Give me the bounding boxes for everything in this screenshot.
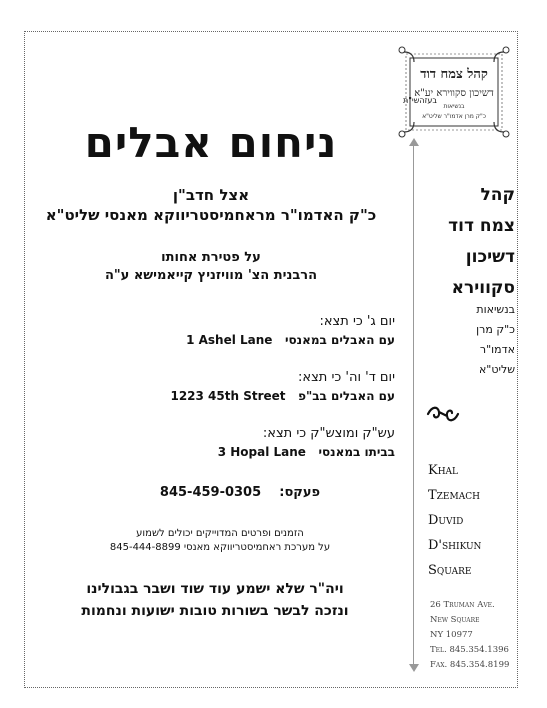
note-line-1: הזמנים ופרטים המדוייקים יכולים לשמוע [136,528,304,539]
fax-label: פעקס: [279,485,321,500]
presidency-line: שליט"א [478,363,515,376]
closing-line-2: ונזכה לבשר בשורות טובות ישועות ונחמות [81,603,349,619]
schedule-place [160,389,395,403]
seal-small-1: בנשיאות [443,103,465,110]
host-line-1: אצל חדב"ן [172,186,250,204]
seal-top-text: קהל צמח דוד [420,67,488,82]
presidency-block [425,300,515,380]
schedule-day: יום ד' וה' כי תצא: [298,370,395,385]
kahal-line: צמח דוד [448,216,515,236]
presidency-line: אדמו"ר [479,343,515,356]
fax-number: 845-459-0305 [159,485,262,500]
occasion-line-1: על פטירת אחותו [161,250,261,265]
divider-arrow-up-icon [409,138,419,146]
schedule-day: יום ג' כי תצא: [319,314,395,329]
schedule-item [160,370,395,403]
closing-blessing [30,578,400,622]
kahal-line: סקווירא [451,278,515,298]
ornament-swirl-icon [426,404,460,424]
english-line: D'shikun [428,538,482,553]
contact-address-2: New Square [430,615,480,625]
note-line-2: על מערכת ראחמיסטריווקא מאנסי 845-444-8899 [109,542,331,553]
occasion-line-2: הרבנית הצ' מוויזניץ קייאמישא ע"ה [104,268,318,283]
schedule-place-en: 1223 45th Street [170,389,286,403]
schedule-day: עש"ק ומוצש"ק כי תצא: [262,426,395,441]
kahal-name-english [428,458,518,583]
bsd-mark: בעזהשי"ת [402,96,437,105]
occasion-block [26,250,396,283]
kahal-line: דשיכון [465,247,515,267]
fax-line [140,485,340,500]
kahal-name-hebrew [425,180,515,304]
presidency-line: כ"ק מרן [476,323,515,336]
schedule-place-he: בביתו במאנסי [318,445,395,459]
divider-arrow-down-icon [409,664,419,672]
host-block [26,186,396,224]
schedule-place-en: 1 Ashel Lane [186,333,273,347]
seal-small-2: כ"ק מרן אדמו"ר שליט"א [422,113,486,120]
english-line: Square [428,563,472,578]
contact-block [430,598,520,673]
contact-fax: Fax. 845.354.8199 [430,660,510,670]
english-line: Khal [428,463,459,478]
host-line-2: כ"ק האדמו"ר מראחמיסטריווקא מאנסי שליט"א [45,206,377,224]
schedule-place-en: 3 Hopal Lane [217,445,306,459]
kahal-seal-icon [396,44,512,140]
english-line: Tzemach [428,488,480,503]
info-note [70,527,370,555]
page-title: ניחום אבלים [84,118,338,167]
presidency-line: בנשיאות [476,303,515,316]
contact-tel: Tel. 845.354.1396 [430,645,509,655]
schedule-place [160,333,395,347]
contact-address-3: NY 10977 [430,630,473,640]
schedule-item [160,426,395,459]
schedule-place [160,445,395,459]
schedule-place-he: עם האבלים בב"פ [298,389,395,403]
schedule-place-he: עם האבלים במאנסי [284,333,395,347]
schedule-item [160,314,395,347]
panel-divider [413,146,414,666]
kahal-line: קהל [480,185,515,205]
contact-address-1: 26 Truman Ave. [430,600,495,610]
seal-mid-text: דשיכון סקווירא יע"א [414,88,494,99]
closing-line-1: ויה"ר שלא ישמע עוד שוד ושבר בגבולינו [86,581,344,597]
english-line: Duvid [428,513,464,528]
